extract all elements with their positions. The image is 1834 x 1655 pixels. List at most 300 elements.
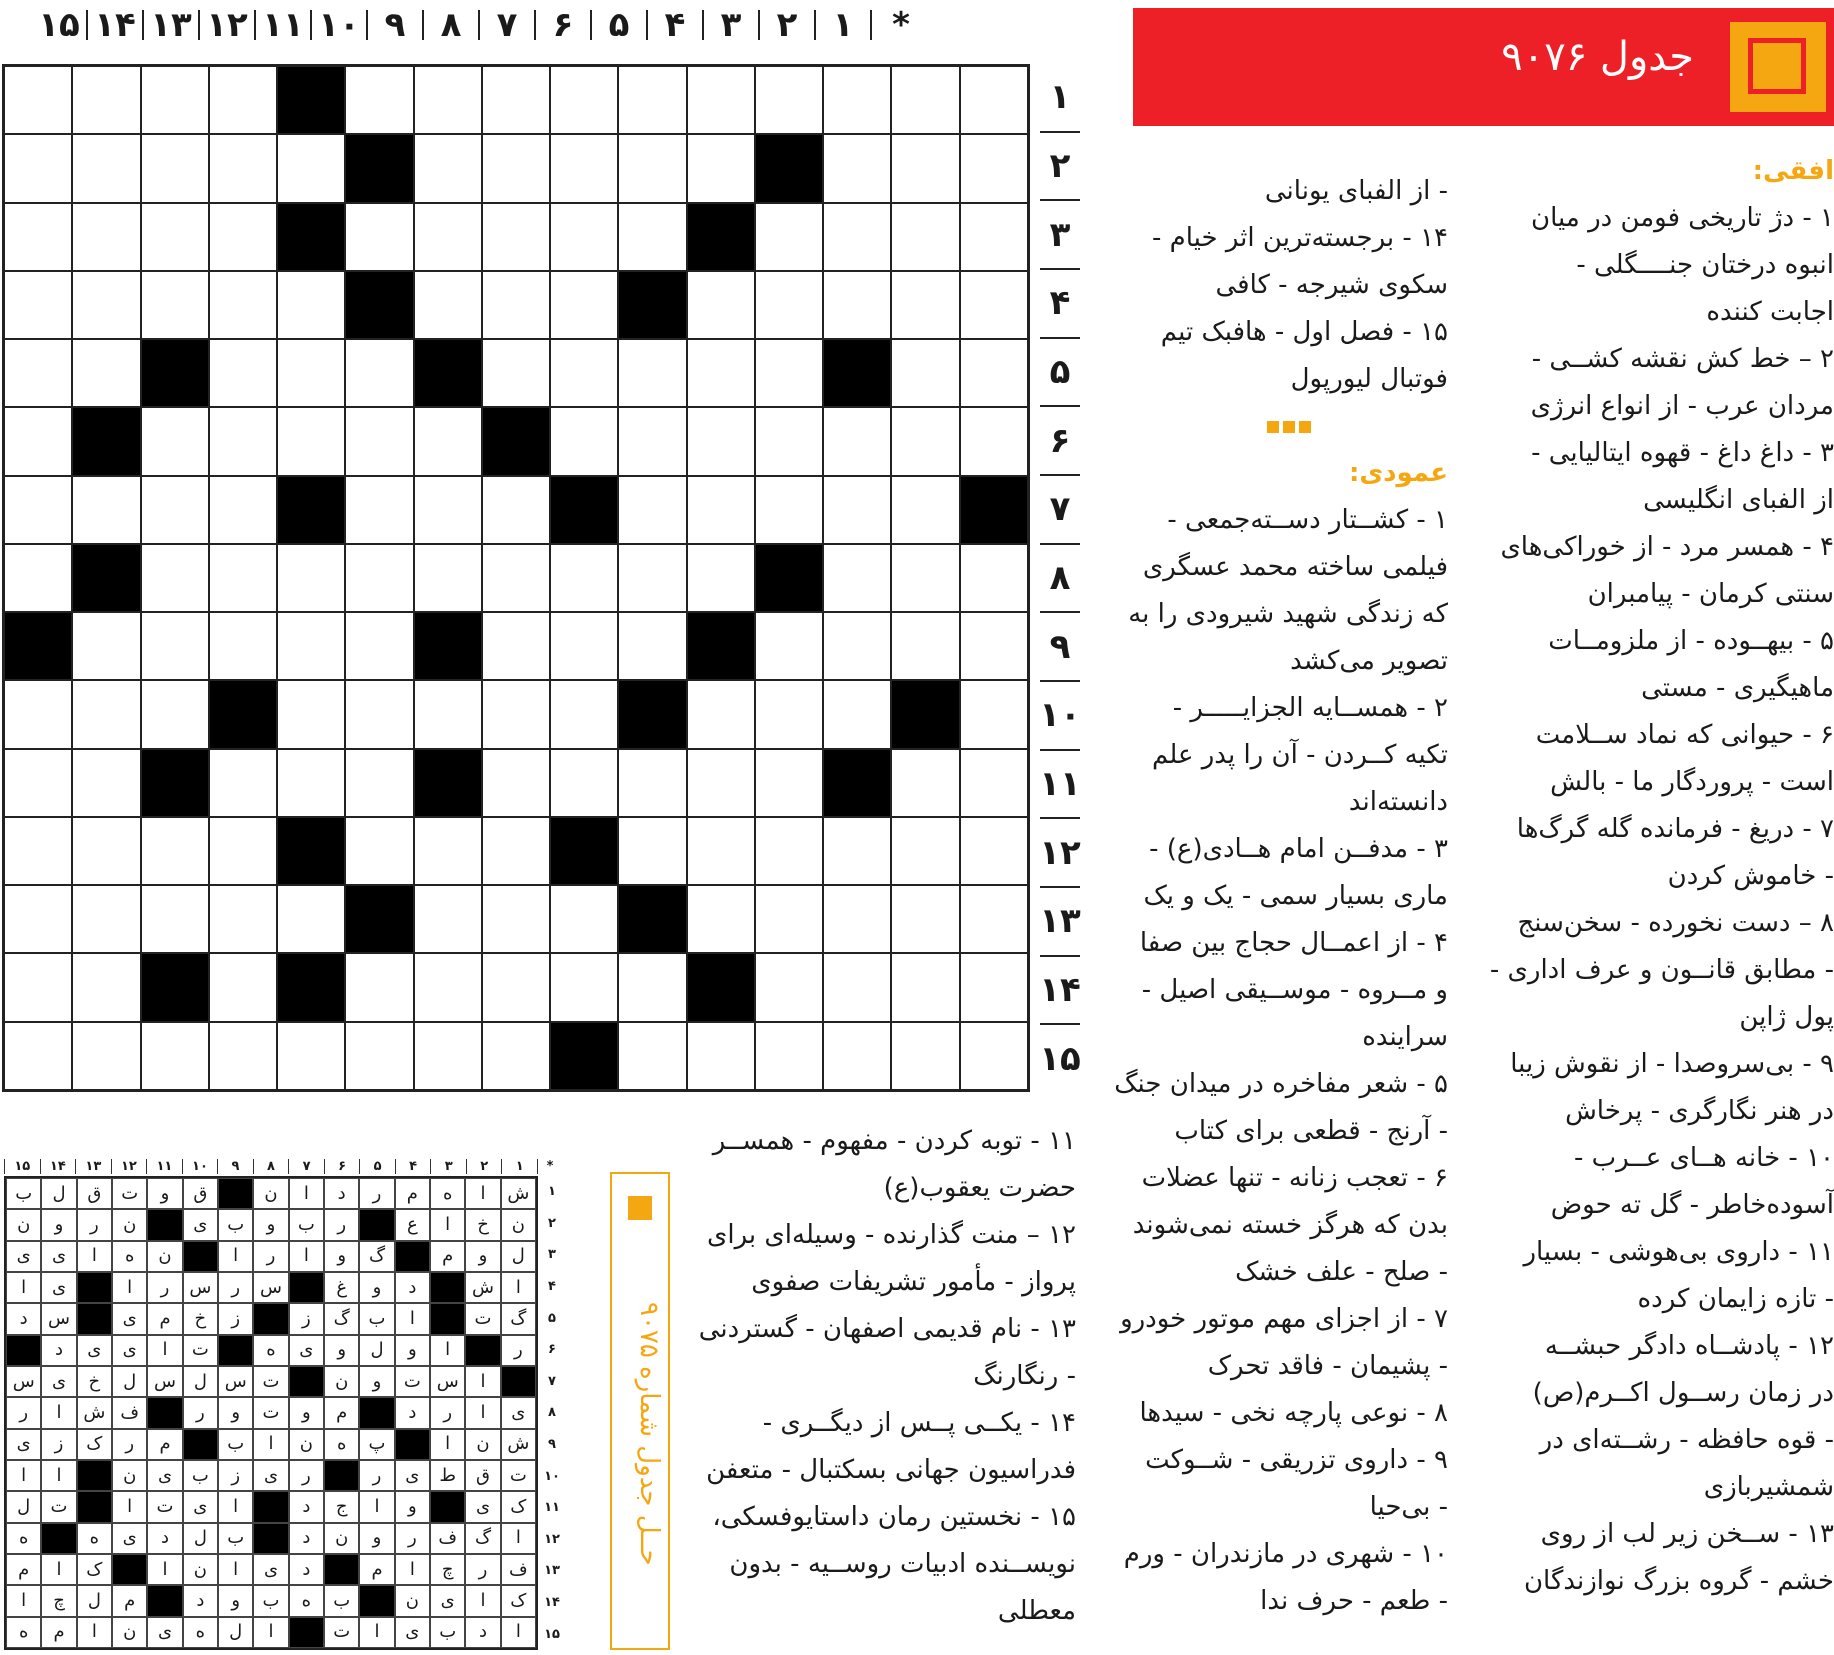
grid-cell[interactable] xyxy=(141,817,209,885)
grid-cell[interactable] xyxy=(960,271,1028,339)
grid-cell[interactable] xyxy=(550,407,618,475)
clue-line: - صلح - علف خشک xyxy=(1235,1257,1448,1287)
grid-cell[interactable] xyxy=(618,203,686,271)
grid-cell[interactable] xyxy=(4,203,72,271)
solution-cell: ن xyxy=(501,1209,536,1240)
grid-cell[interactable] xyxy=(4,885,72,953)
grid-cell[interactable] xyxy=(414,203,482,271)
grid-cell[interactable] xyxy=(687,407,755,475)
clue-line: ۵ - بیهــوده - از ملزومــات xyxy=(1548,626,1834,656)
grid-cell[interactable] xyxy=(72,612,140,680)
grid-cell[interactable] xyxy=(550,203,618,271)
solution-cell: و xyxy=(289,1397,324,1428)
grid-cell[interactable] xyxy=(550,66,618,134)
grid-cell[interactable] xyxy=(345,66,413,134)
grid-cell[interactable] xyxy=(72,66,140,134)
grid-cell[interactable] xyxy=(891,612,959,680)
grid-cell[interactable] xyxy=(4,749,72,817)
solution-cell: ی xyxy=(395,1617,430,1648)
grid-cell[interactable] xyxy=(209,476,277,544)
grid-cell[interactable] xyxy=(550,885,618,953)
clue-line: ۸ – دست نخورده - سخن‌سنج xyxy=(1517,908,1834,938)
grid-cell[interactable] xyxy=(960,885,1028,953)
solution-cell: ا xyxy=(395,1303,430,1334)
grid-cell[interactable] xyxy=(891,476,959,544)
solution-row-header: ۱۲ xyxy=(544,1531,560,1547)
grid-cell[interactable] xyxy=(277,271,345,339)
grid-cell[interactable] xyxy=(414,66,482,134)
solution-cell: ا xyxy=(112,1491,147,1522)
grid-cell[interactable] xyxy=(891,544,959,612)
grid-cell[interactable] xyxy=(891,953,959,1021)
solution-cell: ه xyxy=(77,1523,112,1554)
grid-cell[interactable] xyxy=(72,953,140,1021)
grid-cell[interactable] xyxy=(141,66,209,134)
solution-cell: و xyxy=(218,1585,253,1616)
grid-cell[interactable] xyxy=(618,953,686,1021)
grid-cell[interactable] xyxy=(891,817,959,885)
grid-cell[interactable] xyxy=(209,885,277,953)
grid-cell[interactable] xyxy=(960,953,1028,1021)
grid-cell[interactable] xyxy=(823,271,891,339)
grid-cell[interactable] xyxy=(345,953,413,1021)
solution-cell: ت xyxy=(41,1491,76,1522)
grid-cell[interactable] xyxy=(687,817,755,885)
row-header: ۹ xyxy=(1040,613,1080,682)
grid-cell[interactable] xyxy=(141,476,209,544)
solution-cell: ف xyxy=(430,1523,465,1554)
grid-cell[interactable] xyxy=(482,476,550,544)
grid-cell[interactable] xyxy=(482,134,550,202)
clue-line: ۲ - همســایه الجزایـــــر - xyxy=(1172,693,1448,723)
grid-cell[interactable] xyxy=(345,612,413,680)
grid-cell[interactable] xyxy=(4,271,72,339)
grid-cell[interactable] xyxy=(755,203,823,271)
grid-cell[interactable] xyxy=(141,407,209,475)
grid-cell[interactable] xyxy=(345,203,413,271)
clue-line: - بی‌حیا xyxy=(1369,1492,1448,1522)
grid-cell[interactable] xyxy=(755,953,823,1021)
grid-cell[interactable] xyxy=(618,339,686,407)
grid-cell[interactable] xyxy=(891,203,959,271)
solution-cell: ر xyxy=(501,1335,536,1366)
solution-cell: و xyxy=(395,1491,430,1522)
grid-cell[interactable] xyxy=(277,885,345,953)
grid-cell[interactable] xyxy=(823,476,891,544)
grid-cell[interactable] xyxy=(550,339,618,407)
black-cell xyxy=(277,203,345,271)
solution-cell: ل xyxy=(359,1335,394,1366)
grid-cell[interactable] xyxy=(209,544,277,612)
solution-cell: ر xyxy=(359,1460,394,1491)
grid-cell[interactable] xyxy=(960,749,1028,817)
solution-cell: ل xyxy=(501,1241,536,1272)
solution-cell: س xyxy=(6,1366,41,1397)
grid-cell[interactable] xyxy=(891,66,959,134)
grid-cell[interactable] xyxy=(482,339,550,407)
solution-black-cell xyxy=(253,1491,288,1522)
grid-cell[interactable] xyxy=(823,885,891,953)
grid-cell[interactable] xyxy=(687,476,755,544)
solution-cell: ی xyxy=(77,1335,112,1366)
grid-cell[interactable] xyxy=(4,66,72,134)
solution-cell: ل xyxy=(77,1585,112,1616)
solution-cell: ی xyxy=(501,1397,536,1428)
solution-cell: م xyxy=(430,1241,465,1272)
solution-cell: غ xyxy=(324,1272,359,1303)
grid-cell[interactable] xyxy=(277,544,345,612)
grid-cell[interactable] xyxy=(482,953,550,1021)
solution-black-cell xyxy=(6,1335,41,1366)
clue-line: ۱۱ - توبه کردن - مفهوم - همســر xyxy=(712,1126,1076,1156)
solution-cell: ا xyxy=(289,1241,324,1272)
grid-cell[interactable] xyxy=(209,817,277,885)
grid-cell[interactable] xyxy=(345,544,413,612)
grid-cell[interactable] xyxy=(209,407,277,475)
solution-cell: ا xyxy=(218,1241,253,1272)
grid-cell[interactable] xyxy=(960,134,1028,202)
grid-cell[interactable] xyxy=(277,749,345,817)
grid-cell[interactable] xyxy=(277,612,345,680)
clue-line: ۹ - داروی تزریقی - شــوکت xyxy=(1145,1445,1448,1475)
clue-line: ۳ - داغ داغ - قهوه ایتالیایی - xyxy=(1531,438,1834,468)
grid-cell[interactable] xyxy=(755,407,823,475)
black-cell xyxy=(345,271,413,339)
grid-cell[interactable] xyxy=(687,66,755,134)
solution-cell: ا xyxy=(6,1460,41,1491)
grid-cell[interactable] xyxy=(550,612,618,680)
grid-cell[interactable] xyxy=(4,817,72,885)
solution-row-header: ۱۰ xyxy=(544,1468,560,1484)
black-cell xyxy=(141,749,209,817)
solution-row-header: ۶ xyxy=(548,1342,556,1358)
grid-cell[interactable] xyxy=(891,134,959,202)
grid-cell[interactable] xyxy=(687,271,755,339)
solution-cell: ق xyxy=(183,1178,218,1209)
grid-cell[interactable] xyxy=(823,544,891,612)
grid-cell[interactable] xyxy=(4,134,72,202)
grid-cell[interactable] xyxy=(209,339,277,407)
solution-cell: ز xyxy=(218,1303,253,1334)
grid-cell[interactable] xyxy=(414,271,482,339)
black-cell xyxy=(414,612,482,680)
grid-cell[interactable] xyxy=(960,612,1028,680)
clue-line: - خاموش کردن xyxy=(1667,861,1834,891)
clue-line: ۷ - دریغ - فرمانده گله گرگ‌ها xyxy=(1516,814,1834,844)
grid-cell[interactable] xyxy=(960,407,1028,475)
grid-cell[interactable] xyxy=(209,1022,277,1090)
grid-cell[interactable] xyxy=(277,339,345,407)
grid-cell[interactable] xyxy=(141,885,209,953)
separator-dots xyxy=(1130,403,1448,450)
grid-cell[interactable] xyxy=(687,134,755,202)
clue-line: ۶ - حیوانی که نماد ســلامت xyxy=(1535,720,1834,750)
solution-cell: ا xyxy=(41,1554,76,1585)
black-cell xyxy=(414,749,482,817)
grid-cell[interactable] xyxy=(823,680,891,748)
grid-cell[interactable] xyxy=(345,339,413,407)
grid-cell[interactable] xyxy=(618,407,686,475)
column-header-separator xyxy=(534,10,536,40)
clue-line: ۲ – خط کش نقشه کشــی - xyxy=(1531,344,1834,374)
grid-cell[interactable] xyxy=(4,476,72,544)
grid-cell[interactable] xyxy=(960,680,1028,748)
grid-cell[interactable] xyxy=(550,134,618,202)
grid-cell[interactable] xyxy=(755,271,823,339)
title-banner xyxy=(1133,8,1834,126)
grid-cell[interactable] xyxy=(72,885,140,953)
clue-line: معطلی xyxy=(997,1596,1076,1626)
grid-cell[interactable] xyxy=(618,1022,686,1090)
grid-cell[interactable] xyxy=(414,885,482,953)
grid-cell[interactable] xyxy=(618,134,686,202)
grid-cell[interactable] xyxy=(4,544,72,612)
solution-cell: ا xyxy=(218,1491,253,1522)
grid-cell[interactable] xyxy=(482,66,550,134)
grid-cell[interactable] xyxy=(618,66,686,134)
grid-cell[interactable] xyxy=(414,1022,482,1090)
solution-cell: ی xyxy=(6,1241,41,1272)
solution-cell: ب xyxy=(218,1523,253,1554)
grid-cell[interactable] xyxy=(482,749,550,817)
grid-cell[interactable] xyxy=(345,407,413,475)
solution-cell: خ xyxy=(77,1366,112,1397)
grid-cell[interactable] xyxy=(482,544,550,612)
grid-cell[interactable] xyxy=(618,612,686,680)
grid-cell[interactable] xyxy=(482,680,550,748)
grid-cell[interactable] xyxy=(414,953,482,1021)
grid-cell[interactable] xyxy=(345,1022,413,1090)
solution-cell: ی xyxy=(41,1241,76,1272)
clue-line: فیلمی ساخته محمد عسگری xyxy=(1142,552,1448,582)
grid-cell[interactable] xyxy=(960,1022,1028,1090)
solution-cell: ب xyxy=(430,1617,465,1648)
grid-cell[interactable] xyxy=(755,817,823,885)
column-header-separator xyxy=(646,10,648,40)
grid-cell[interactable] xyxy=(823,66,891,134)
grid-cell[interactable] xyxy=(550,544,618,612)
grid-cell[interactable] xyxy=(960,66,1028,134)
grid-cell[interactable] xyxy=(618,476,686,544)
grid-cell[interactable] xyxy=(687,680,755,748)
grid-cell[interactable] xyxy=(141,612,209,680)
grid-cell[interactable] xyxy=(209,953,277,1021)
grid-cell[interactable] xyxy=(414,544,482,612)
clue-line: - قوه حافظه - رشــته‌ای در xyxy=(1539,1425,1834,1455)
crossword-grid[interactable] xyxy=(2,64,1030,1092)
grid-cell[interactable] xyxy=(414,476,482,544)
solution-column-header: ۷ xyxy=(288,1159,324,1174)
grid-cell[interactable] xyxy=(823,134,891,202)
solution-column-header: ۵ xyxy=(359,1159,395,1174)
grid-cell[interactable] xyxy=(72,476,140,544)
solution-cell: ا xyxy=(77,1241,112,1272)
grid-cell[interactable] xyxy=(4,1022,72,1090)
grid-cell[interactable] xyxy=(755,339,823,407)
grid-cell[interactable] xyxy=(277,1022,345,1090)
grid-cell[interactable] xyxy=(4,953,72,1021)
grid-cell[interactable] xyxy=(550,271,618,339)
grid-cell[interactable] xyxy=(960,339,1028,407)
clue-line: نویســنده ادبیات روســیه - بدون xyxy=(729,1549,1076,1579)
grid-cell[interactable] xyxy=(209,749,277,817)
solution-cell: ب xyxy=(289,1209,324,1240)
row-header: ۱ xyxy=(1040,64,1080,133)
grid-cell[interactable] xyxy=(823,953,891,1021)
solution-cell: ن xyxy=(147,1241,182,1272)
clue-line: پرواز - مأمور تشریفات صفوی xyxy=(751,1267,1076,1297)
grid-cell[interactable] xyxy=(482,1022,550,1090)
grid-cell[interactable] xyxy=(141,203,209,271)
grid-cell[interactable] xyxy=(277,407,345,475)
solution-black-cell xyxy=(147,1209,182,1240)
solution-cell: م xyxy=(147,1429,182,1460)
solution-cell: ط xyxy=(430,1460,465,1491)
grid-cell[interactable] xyxy=(755,680,823,748)
grid-cell[interactable] xyxy=(209,134,277,202)
grid-cell[interactable] xyxy=(72,271,140,339)
clue-line: دانسته‌اند xyxy=(1348,787,1448,817)
solution-cell: د xyxy=(6,1303,41,1334)
solution-cell: ی xyxy=(41,1366,76,1397)
grid-cell[interactable] xyxy=(550,680,618,748)
black-cell xyxy=(345,134,413,202)
clue-line: آسوده‌خاطر - گل ته حوض xyxy=(1550,1190,1834,1220)
solution-cell: ا xyxy=(359,1491,394,1522)
grid-cell[interactable] xyxy=(209,66,277,134)
grid-cell[interactable] xyxy=(414,817,482,885)
solution-cell: پ xyxy=(359,1429,394,1460)
grid-cell[interactable] xyxy=(755,66,823,134)
grid-cell[interactable] xyxy=(618,544,686,612)
solution-label: حــل جدول شماره ۹۰۷۵ xyxy=(634,1302,664,1566)
grid-cell[interactable] xyxy=(209,271,277,339)
clue-line: ۱۴ - یکــی پــس از دیگــری - xyxy=(762,1408,1076,1438)
grid-cell[interactable] xyxy=(4,407,72,475)
grid-cell[interactable] xyxy=(345,749,413,817)
grid-cell[interactable] xyxy=(72,817,140,885)
grid-cell[interactable] xyxy=(823,817,891,885)
grid-cell[interactable] xyxy=(345,476,413,544)
grid-cell[interactable] xyxy=(141,134,209,202)
solution-cell: ت xyxy=(501,1460,536,1491)
grid-cell[interactable] xyxy=(414,680,482,748)
clue-line: ۴ - همسر مرد - از خوراکی‌های xyxy=(1500,532,1834,562)
solution-cell: ک xyxy=(501,1491,536,1522)
grid-cell[interactable] xyxy=(755,612,823,680)
grid-cell[interactable] xyxy=(141,1022,209,1090)
grid-cell[interactable] xyxy=(891,749,959,817)
clue-line: ۱۳ - نام قدیمی اصفهان - گستردنی xyxy=(698,1314,1076,1344)
grid-cell[interactable] xyxy=(960,817,1028,885)
grid-cell[interactable] xyxy=(482,612,550,680)
grid-cell[interactable] xyxy=(687,749,755,817)
grid-cell[interactable] xyxy=(823,1022,891,1090)
grid-cell[interactable] xyxy=(687,885,755,953)
solution-column-header: ۶ xyxy=(324,1159,360,1174)
grid-cell[interactable] xyxy=(550,749,618,817)
grid-cell[interactable] xyxy=(891,885,959,953)
grid-cell[interactable] xyxy=(72,1022,140,1090)
grid-cell[interactable] xyxy=(960,203,1028,271)
black-cell xyxy=(277,66,345,134)
grid-cell[interactable] xyxy=(687,1022,755,1090)
grid-cell[interactable] xyxy=(891,1022,959,1090)
grid-cell[interactable] xyxy=(891,339,959,407)
grid-cell[interactable] xyxy=(755,749,823,817)
grid-cell[interactable] xyxy=(141,680,209,748)
grid-cell[interactable] xyxy=(755,885,823,953)
solution-cell: ل xyxy=(183,1366,218,1397)
grid-cell[interactable] xyxy=(345,680,413,748)
grid-cell[interactable] xyxy=(414,407,482,475)
black-cell xyxy=(141,953,209,1021)
grid-cell[interactable] xyxy=(72,680,140,748)
column-header-separator xyxy=(198,10,200,40)
solution-cell: ز xyxy=(289,1303,324,1334)
solution-cell: ت xyxy=(253,1366,288,1397)
grid-cell[interactable] xyxy=(414,134,482,202)
solution-cell: و xyxy=(253,1209,288,1240)
grid-cell[interactable] xyxy=(687,339,755,407)
grid-cell[interactable] xyxy=(960,544,1028,612)
clue-line: ۱ - کشــتار دســته‌جمعی - xyxy=(1167,505,1448,535)
grid-cell[interactable] xyxy=(618,817,686,885)
black-cell xyxy=(277,476,345,544)
grid-cell[interactable] xyxy=(482,271,550,339)
grid-cell[interactable] xyxy=(277,680,345,748)
grid-cell[interactable] xyxy=(823,407,891,475)
grid-cell[interactable] xyxy=(345,817,413,885)
grid-cell[interactable] xyxy=(891,271,959,339)
grid-cell[interactable] xyxy=(209,612,277,680)
solution-column-header: ۱۳ xyxy=(75,1159,111,1174)
grid-cell[interactable] xyxy=(209,203,277,271)
grid-cell[interactable] xyxy=(823,203,891,271)
black-cell xyxy=(550,817,618,885)
grid-cell[interactable] xyxy=(755,1022,823,1090)
solution-column-header: ۱ xyxy=(501,1159,537,1174)
black-cell xyxy=(687,612,755,680)
grid-cell[interactable] xyxy=(482,885,550,953)
grid-cell[interactable] xyxy=(72,339,140,407)
solution-cell: ا xyxy=(6,1585,41,1616)
grid-cell[interactable] xyxy=(891,407,959,475)
grid-cell[interactable] xyxy=(72,134,140,202)
grid-cell[interactable] xyxy=(277,134,345,202)
solution-row-header: ۳ xyxy=(548,1247,556,1263)
grid-cell[interactable] xyxy=(72,749,140,817)
grid-cell[interactable] xyxy=(755,476,823,544)
grid-cell[interactable] xyxy=(141,271,209,339)
grid-cell[interactable] xyxy=(72,203,140,271)
grid-cell[interactable] xyxy=(482,817,550,885)
column-header-separator xyxy=(142,10,144,40)
grid-cell[interactable] xyxy=(687,544,755,612)
grid-cell[interactable] xyxy=(823,612,891,680)
solution-cell: ر xyxy=(430,1397,465,1428)
grid-cell[interactable] xyxy=(550,953,618,1021)
grid-cell[interactable] xyxy=(4,339,72,407)
grid-cell[interactable] xyxy=(618,749,686,817)
solution-cell: د xyxy=(147,1523,182,1554)
solution-black-cell xyxy=(395,1241,430,1272)
grid-cell[interactable] xyxy=(141,544,209,612)
clue-line: - آرنج - قطعی برای کتاب xyxy=(1174,1116,1448,1146)
solution-cell: ج xyxy=(324,1491,359,1522)
grid-cell[interactable] xyxy=(4,680,72,748)
grid-cell[interactable] xyxy=(482,203,550,271)
